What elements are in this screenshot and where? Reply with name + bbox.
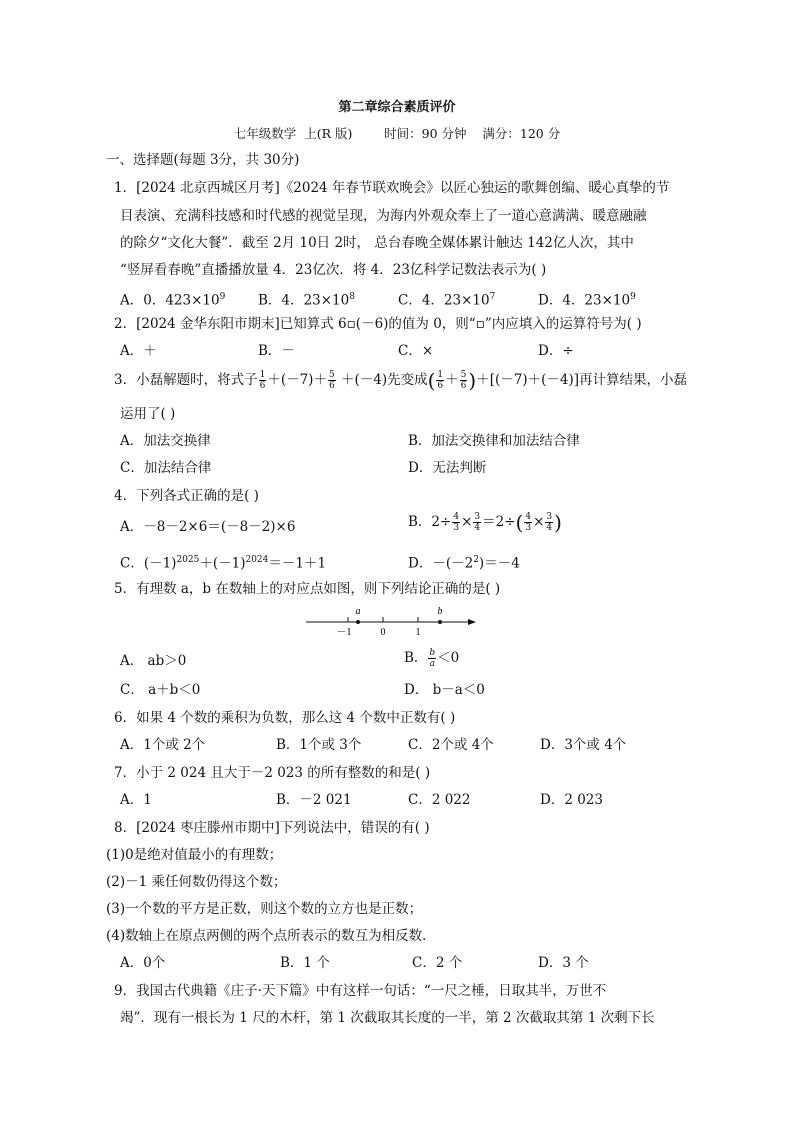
number-line-arrow <box>468 619 476 625</box>
q1-option-b[interactable]: B．4．$23\times 10^8$ <box>258 292 355 309</box>
q4-option-d[interactable]: D．$-(-2^2)=-4$ <box>408 555 520 572</box>
fraction: $\frac{1}{6}$ <box>437 370 444 391</box>
q1-option-a[interactable]: A．0．$423\times 10^9$ <box>120 292 226 309</box>
question-9-line-2: 竭”．现有一根长为 1 尺的木杆，第 1 次截取其长度的一半，第 2 次截取其第 1 次剩下长 <box>120 1010 655 1026</box>
page-title: 第二章综合素质评价 <box>338 100 456 115</box>
question-6: 6．如果 4 个数的乘积为负数，那么这 4 个数中正数有( ) <box>114 710 456 726</box>
q6-option-d[interactable]: D．3个或 4个 <box>540 737 627 753</box>
fraction: $\frac{1}{6}$ <box>259 370 266 391</box>
question-1-line-3: 的除夕“文化大餐”．截至 2月 10日 2时， 总台春晚全媒体累计触达 142亿人次，其中 <box>120 235 634 251</box>
question-8: 8．[2024 枣庄滕州市期中]下列说法中，错误的有( ) <box>114 820 430 836</box>
question-2: 2．[2024 金华东阳市期末]已知算式 6▫(－6)的值为 0，则“▫”内应填入的运算符号为( ) <box>114 316 642 332</box>
q7-option-b[interactable]: B．－2 021 <box>276 792 352 808</box>
q7-option-d[interactable]: D．2 023 <box>540 792 603 808</box>
q3-option-d[interactable]: D．无法判断 <box>408 460 487 476</box>
q5-option-b[interactable]: B． $\frac{b}{a}$ ＜0 <box>404 648 460 669</box>
q8-option-c[interactable]: C．2 个 <box>412 955 463 971</box>
q5-option-a[interactable]: A． ab＞0 <box>120 653 187 669</box>
number-line-figure <box>300 602 490 642</box>
question-1-line-2: 目表演、充满科技感和时代感的视觉呈现，为海内外观众奉上了一道心意满满、暖意融融 <box>120 208 647 224</box>
q6-option-c[interactable]: C．2个或 4个 <box>408 737 494 753</box>
q2-option-b[interactable]: B．－ <box>258 343 295 359</box>
q5-option-d[interactable]: D． b－a＜0 <box>404 682 485 698</box>
q3-option-a[interactable]: A．加法交换律 <box>120 433 211 449</box>
q3-option-b[interactable]: B．加法交换律和加法结合律 <box>408 433 580 449</box>
point-a <box>356 620 360 624</box>
q7-option-c[interactable]: C．2 022 <box>408 792 471 808</box>
q8-statement-2: (2)－1 乘任何数仍得这个数； <box>106 874 287 890</box>
question-9-line-1: 9．我国古代典籍《庄子·天下篇》中有这样一句话：“一尺之棰，日取其半，万世不 <box>114 983 607 999</box>
q4-option-c[interactable]: C．$(-1)^{2025}+(-1)^{2024}=-1+1$ <box>120 555 327 572</box>
q6-option-a[interactable]: A．1个或 2个 <box>120 737 206 753</box>
question-4: 4．下列各式正确的是( ) <box>114 488 259 504</box>
q7-option-a[interactable]: A．1 <box>120 792 152 808</box>
question-1-line-4: “竖屏看春晚”直播播放量 4．23亿次．将 4．23亿科学记数法表示为( ) <box>120 262 547 278</box>
point-b <box>438 620 442 624</box>
q8-option-b[interactable]: B．1 个 <box>280 955 330 971</box>
tick-label-0: 0 <box>380 627 386 638</box>
q1-option-c[interactable]: C．4．$23\times 10^7$ <box>398 292 496 309</box>
question-3-line-2: 运用了( ) <box>120 406 176 422</box>
question-1-line-1: 1．[2024 北京西城区月考]《2024 年春节联欢晚会》以匠心独运的歌舞创编、暖心真挚的节 <box>114 180 670 196</box>
q8-statement-3: (3)一个数的平方是正数，则这个数的立方也是正数； <box>106 901 423 917</box>
q2-option-c[interactable]: C．× <box>398 343 434 359</box>
label-a: a <box>355 606 361 617</box>
question-7: 7．小于 2 024 且大于－2 023 的所有整数的和是( ) <box>114 765 431 781</box>
q8-statement-1: (1)0是绝对值最小的有理数； <box>106 847 283 863</box>
q4-option-a[interactable]: A．－8－2×6＝(－8－2)×6 <box>120 519 296 535</box>
exam-info: 七年级数学 上(R 版) 时间：90 分钟 满分：120 分 <box>233 126 561 141</box>
label-b: b <box>437 606 443 617</box>
tick-label-1: 1 <box>415 627 421 638</box>
q8-statement-4: (4)数轴上在原点两侧的两个点所表示的数互为相反数． <box>106 928 436 944</box>
fraction: $\frac{5}{6}$ <box>460 370 467 391</box>
q8-option-d[interactable]: D．3 个 <box>538 955 589 971</box>
question-5: 5．有理数 a，b 在数轴上的对应点如图，则下列结论正确的是( ) <box>114 581 501 597</box>
q1-option-d[interactable]: D．4．$23\times 10^9$ <box>538 292 636 309</box>
section-title: 一、选择题(每题 3分，共 30分) <box>106 152 300 168</box>
q2-option-d[interactable]: D．÷ <box>538 343 574 359</box>
fraction: $\frac{5}{6}$ <box>328 370 335 391</box>
q4-option-b[interactable]: B．2÷ $\frac{4}{3}$ × $\frac{3}{4}$ ＝2÷( $\frac{4}{3}$ × $\frac{3}{4}$ ) <box>408 510 562 535</box>
q3-option-c[interactable]: C．加法结合律 <box>120 460 212 476</box>
question-3-line-1: 3．小磊解题时，将式子 $\frac{1}{6}$ ＋(－7)＋ $\frac{5}{6}$ ＋(－4)先变成( $\frac{1}{6}$ ＋ $\frac{5}{6}$ )＋[(－7)＋(－4)]再计算结果，小磊 <box>114 368 687 393</box>
tick-label-minus-1: －1 <box>336 627 352 638</box>
q6-option-b[interactable]: B．1个或 3个 <box>276 737 362 753</box>
q8-option-a[interactable]: A．0个 <box>120 955 166 971</box>
q5-option-c[interactable]: C． a＋b＜0 <box>120 682 201 698</box>
q2-option-a[interactable]: A．＋ <box>120 343 157 359</box>
